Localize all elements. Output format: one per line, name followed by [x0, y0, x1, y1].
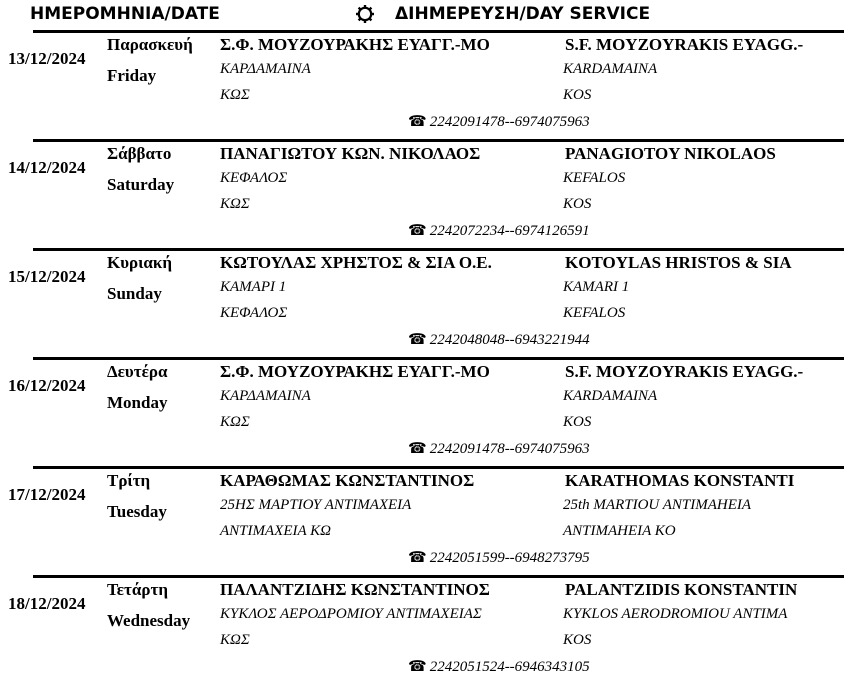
schedule-entry [0, 248, 849, 356]
address-line2-english: KEFALOS [563, 305, 626, 321]
row-divider [33, 575, 844, 578]
phone-line [408, 112, 590, 131]
row-divider [33, 466, 844, 469]
phone-number: 2242051599--6948273795 [429, 550, 590, 566]
address-line2-greek: ΚΩΣ [220, 87, 250, 103]
row-divider [33, 357, 844, 360]
address-line2-greek: ΚΩΣ [220, 196, 250, 212]
entry-date: 13/12/2024 [8, 49, 86, 68]
telephone-icon: ☎ [408, 332, 427, 348]
phone-number: 2242048048--6943221944 [429, 332, 590, 348]
address-line1-english: KARDAMAINA [563, 388, 658, 404]
phone-number: 2242051524--6946343105 [429, 659, 590, 675]
pharmacy-name-english: KARATHOMAS KONSTANTI [565, 471, 795, 490]
address-line2-english: KOS [563, 87, 592, 103]
weekday-english: Sunday [107, 284, 162, 303]
address-line1-english: KYKLOS AERODROMIOU ANTIMA [563, 606, 788, 622]
address-line2-greek: ΚΩΣ [220, 632, 250, 648]
phone-line [408, 221, 590, 240]
schedule-entry [0, 466, 849, 574]
pharmacy-name-greek: Σ.Φ. ΜΟΥΖΟΥΡΑΚΗΣ ΕΥΑΓΓ.-ΜΟ [220, 362, 490, 381]
telephone-icon: ☎ [408, 223, 427, 239]
pharmacy-name-greek: Σ.Φ. ΜΟΥΖΟΥΡΑΚΗΣ ΕΥΑΓΓ.-ΜΟ [220, 35, 490, 54]
address-line2-english: KOS [563, 632, 592, 648]
telephone-icon: ☎ [408, 550, 427, 566]
pharmacy-name-greek: ΚΑΡΑΘΩΜΑΣ ΚΩΝΣΤΑΝΤΙΝΟΣ [220, 471, 475, 490]
address-line1-greek: ΚΑΡΔΑΜΑΙΝΑ [220, 388, 311, 404]
address-line1-greek: ΚΕΦΑΛΟΣ [220, 170, 288, 186]
address-line1-greek: ΚΑΜΑΡΙ 1 [220, 279, 287, 295]
row-divider [33, 139, 844, 142]
phone-number: 2242091478--6974075963 [429, 114, 590, 130]
entry-date: 14/12/2024 [8, 158, 86, 177]
pharmacy-name-english: PANAGIOTOY NIKOLAOS [565, 144, 776, 163]
row-divider [33, 30, 844, 33]
schedule-entry [0, 139, 849, 247]
pharmacy-name-english: KOTOYLAS HRISTOS & SIA [565, 253, 792, 272]
pharmacy-name-greek: ΚΩΤΟΥΛΑΣ ΧΡΗΣΤΟΣ & ΣΙΑ Ο.Ε. [220, 253, 492, 272]
entry-date: 17/12/2024 [8, 485, 86, 504]
weekday-greek: Παρασκευή [107, 35, 193, 54]
address-line2-greek: ΑΝΤΙΜΑΧΕΙΑ ΚΩ [220, 523, 331, 539]
weekday-greek: Σάββατο [107, 144, 172, 163]
page-header [0, 4, 849, 28]
address-line1-english: KARDAMAINA [563, 61, 658, 77]
pharmacy-name-greek: ΠΑΝΑΓΙΩΤΟΥ ΚΩΝ. ΝΙΚΟΛΑΟΣ [220, 144, 481, 163]
address-line2-english: ANTIMAHEIA KO [563, 523, 676, 539]
telephone-icon: ☎ [408, 659, 427, 675]
pharmacy-name-greek: ΠΑΛΑΝΤΖΙΔΗΣ ΚΩΝΣΤΑΝΤΙΝΟΣ [220, 580, 490, 599]
address-line2-english: KOS [563, 196, 592, 212]
phone-line [408, 657, 590, 676]
service-label: ΔΙΗΜΕΡΕΥΣΗ/DAY SERVICE [395, 4, 651, 24]
entry-date: 18/12/2024 [8, 594, 86, 613]
weekday-english: Saturday [107, 175, 175, 194]
weekday-english: Monday [107, 393, 168, 412]
gear-icon [355, 4, 375, 24]
service-title [355, 4, 650, 24]
phone-line [408, 330, 590, 349]
address-line2-greek: ΚΩΣ [220, 414, 250, 430]
phone-number: 2242091478--6974075963 [429, 441, 590, 457]
schedule-entry [0, 357, 849, 465]
phone-line [408, 548, 590, 567]
pharmacy-name-english: S.F. MOYZOYRAKIS EYAGG.- [565, 362, 804, 381]
weekday-greek: Δευτέρα [107, 362, 168, 381]
row-divider [33, 248, 844, 251]
telephone-icon: ☎ [408, 114, 427, 130]
address-line1-english: KEFALOS [563, 170, 626, 186]
schedule-entry [0, 575, 849, 683]
address-line1-greek: ΚΥΚΛΟΣ ΑΕΡΟΔΡΟΜΙΟΥ ΑΝΤΙΜΑΧΕΙΑΣ [220, 606, 482, 622]
phone-line [408, 439, 590, 458]
schedule-entry [0, 30, 849, 138]
weekday-english: Wednesday [107, 611, 191, 630]
entry-date: 16/12/2024 [8, 376, 86, 395]
entry-date: 15/12/2024 [8, 267, 86, 286]
weekday-greek: Τρίτη [107, 471, 151, 490]
weekday-english: Tuesday [107, 502, 167, 521]
pharmacy-name-english: PALANTZIDIS KONSTANTIN [565, 580, 798, 599]
address-line1-greek: ΚΑΡΔΑΜΑΙΝΑ [220, 61, 311, 77]
date-column-title: ΗΜΕΡΟΜΗΝΙΑ/DATE [30, 4, 220, 24]
weekday-english: Friday [107, 66, 157, 85]
address-line2-greek: ΚΕΦΑΛΟΣ [220, 305, 288, 321]
weekday-greek: Τετάρτη [107, 580, 168, 599]
telephone-icon: ☎ [408, 441, 427, 457]
address-line1-greek: 25ΗΣ ΜΑΡΤΙΟΥ ΑΝΤΙΜΑΧΕΙΑ [220, 497, 412, 513]
weekday-greek: Κυριακή [107, 253, 172, 272]
phone-number: 2242072234--6974126591 [429, 223, 590, 239]
address-line2-english: KOS [563, 414, 592, 430]
address-line1-english: 25th MARTIOU ANTIMAHEIA [563, 497, 752, 513]
pharmacy-name-english: S.F. MOYZOYRAKIS EYAGG.- [565, 35, 804, 54]
address-line1-english: KAMARI 1 [563, 279, 630, 295]
